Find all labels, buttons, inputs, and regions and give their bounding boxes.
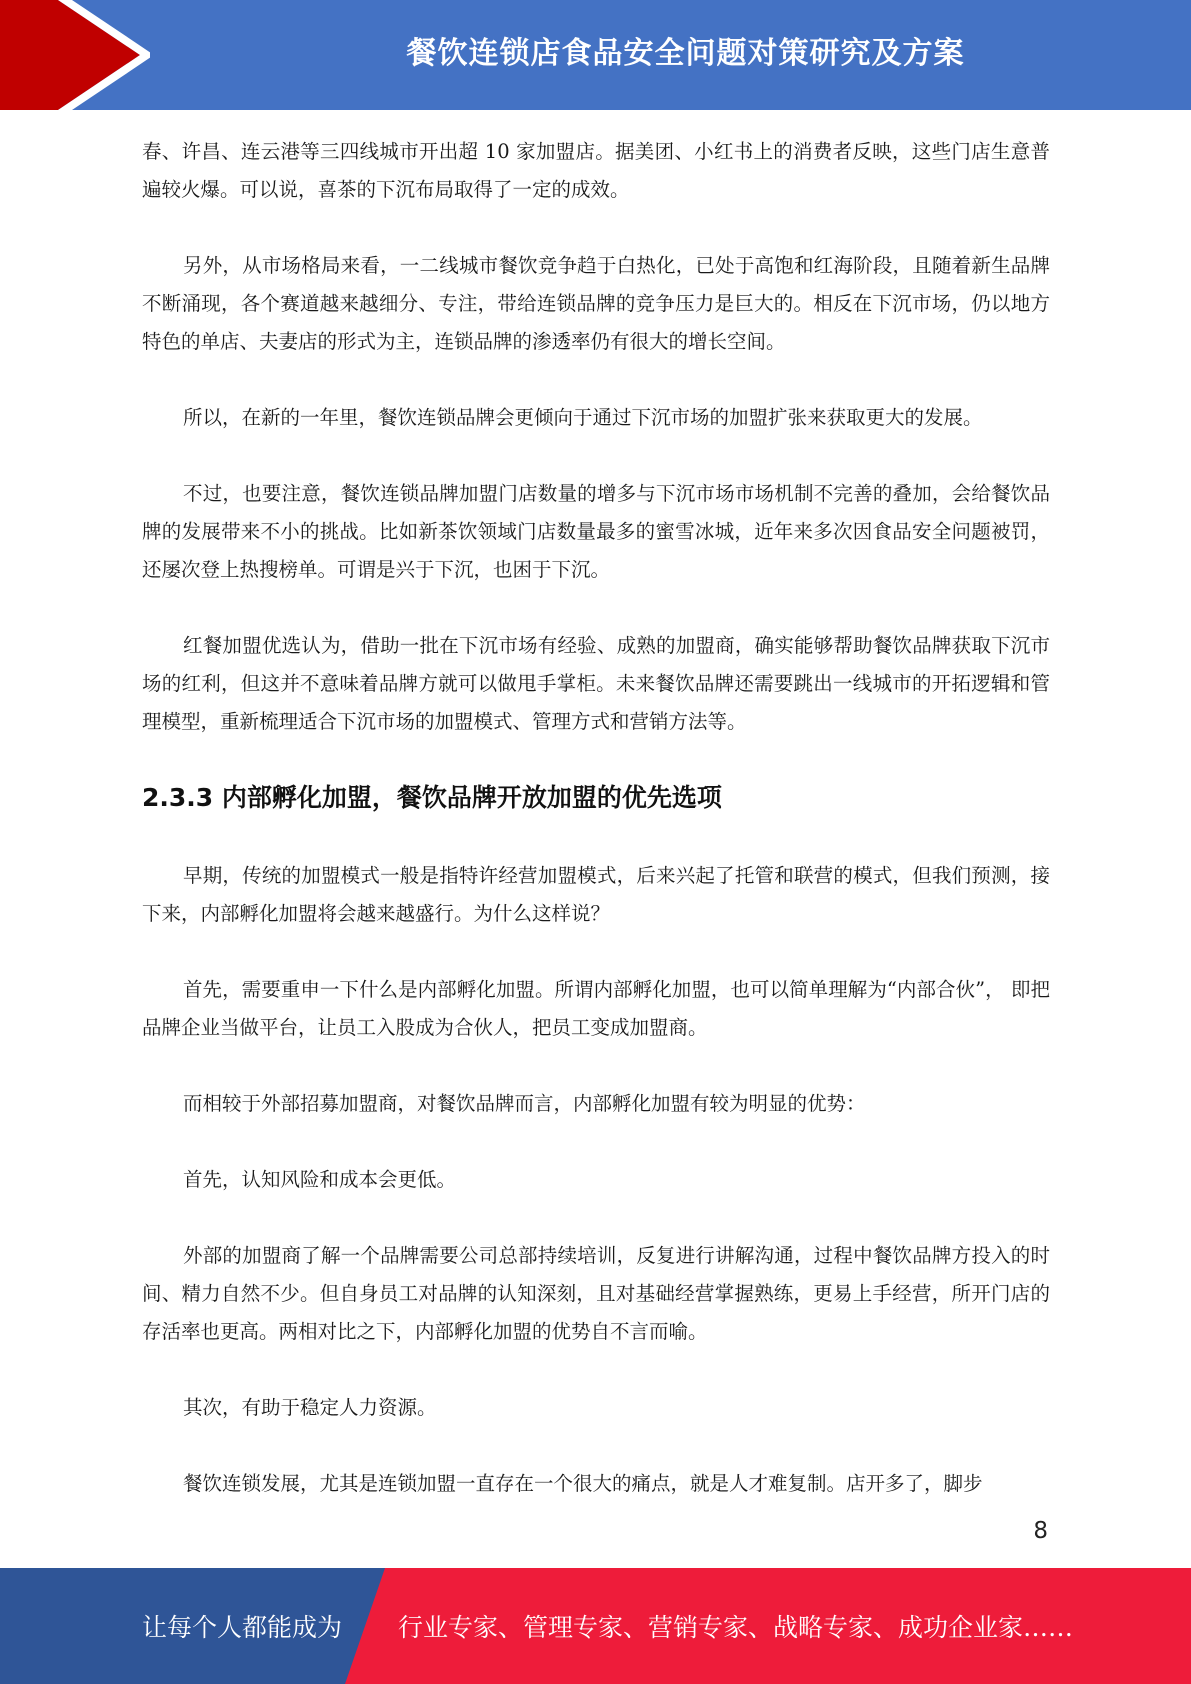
paragraph: 不过，也要注意，餐饮连锁品牌加盟门店数量的增多与下沉市场市场机制不完善的叠加，会给餐饮品牌的发展带来不小的挑战。比如新茶饮领域门店数量最多的蜜雪冰城，近年来多次因食品安全问题被罚，还屡次登上热搜榜单。可谓是兴于下沉，也困于下沉。 xyxy=(142,482,1050,581)
paragraph: 其次，有助于稳定人力资源。 xyxy=(183,1396,437,1419)
paragraph: 早期，传统的加盟模式一般是指特许经营加盟模式，后来兴起了托管和联营的模式，但我们预测，接下来，内部孵化加盟将会越来越盛行。为什么这样说？ xyxy=(142,864,1050,925)
paragraph: 而相较于外部招募加盟商，对餐饮品牌而言，内部孵化加盟有较为明显的优势： xyxy=(183,1092,866,1115)
footer-slogan-left: 让每个人都能成为 xyxy=(142,1613,343,1642)
document-title: 餐饮连锁店食品安全问题对策研究及方案 xyxy=(406,36,965,71)
page-header xyxy=(0,0,1191,110)
paragraph: 首先，需要重申一下什么是内部孵化加盟。所谓内部孵化加盟，也可以简单理解为“内部合伙”， 即把品牌企业当做平台，让员工入股成为合伙人，把员工变成加盟商。 xyxy=(142,978,1050,1039)
paragraph: 红餐加盟优选认为，借助一批在下沉市场有经验、成熟的加盟商，确实能够帮助餐饮品牌获取下沉市场的红利，但这并不意味着品牌方就可以做甩手掌柜。未来餐饮品牌还需要跳出一线城市的开拓逻辑和管理模型，重新梳理适合下沉市场的加盟模式、管理方式和营销方法等。 xyxy=(142,634,1050,733)
page-number: 8 xyxy=(1033,1518,1048,1544)
section-heading: 2.3.3 内部孵化加盟，餐饮品牌开放加盟的优先选项 xyxy=(142,783,722,812)
paragraph: 首先，认知风险和成本会更低。 xyxy=(183,1168,457,1191)
paragraph: 餐饮连锁发展，尤其是连锁加盟一直存在一个很大的痛点，就是人才难复制。店开多了，脚步 xyxy=(183,1472,983,1495)
page-body xyxy=(142,133,1050,1541)
header-chevron-decoration xyxy=(0,0,150,110)
paragraph: 所以，在新的一年里，餐饮连锁品牌会更倾向于通过下沉市场的加盟扩张来获取更大的发展。 xyxy=(183,406,983,429)
paragraph: 春、许昌、连云港等三四线城市开出超 10 家加盟店。据美团、小红书上的消费者反映，这些门店生意普遍较火爆。可以说，喜茶的下沉布局取得了一定的成效。 xyxy=(142,140,1050,201)
paragraph: 另外，从市场格局来看，一二线城市餐饮竞争趋于白热化，已处于高饱和红海阶段，且随着新生品牌不断涌现，各个赛道越来越细分、专注，带给连锁品牌的竞争压力是巨大的。相反在下沉市场，仍以地方特色的单店、夫妻店的形式为主，连锁品牌的渗透率仍有很大的增长空间。 xyxy=(142,254,1050,353)
page-footer xyxy=(0,1568,1191,1684)
paragraph: 外部的加盟商了解一个品牌需要公司总部持续培训，反复进行讲解沟通，过程中餐饮品牌方投入的时间、精力自然不少。但自身员工对品牌的认知深刻，且对基础经营掌握熟练，更易上手经营，所开门店的存活率也更高。两相对比之下，内部孵化加盟的优势自不言而喻。 xyxy=(142,1244,1050,1343)
footer-slogan-right: 行业专家、管理专家、营销专家、战略专家、成功企业家…… xyxy=(398,1613,1074,1642)
